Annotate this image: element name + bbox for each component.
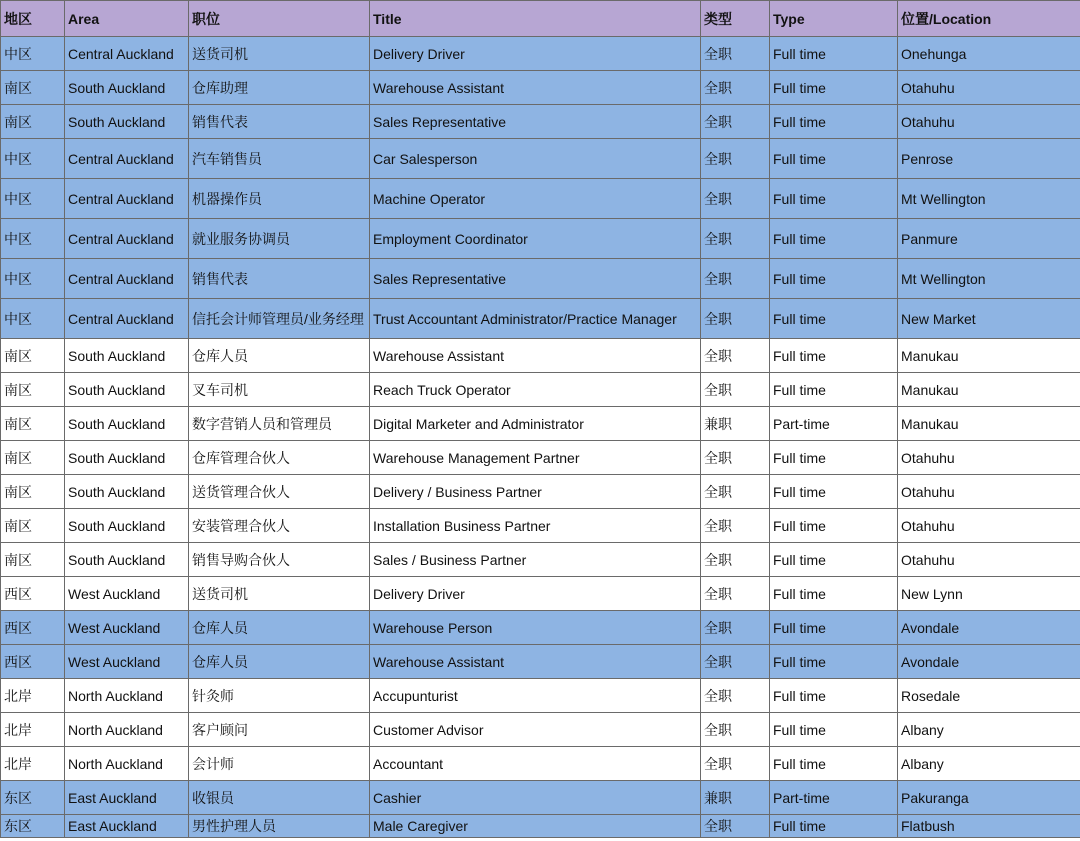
- region-zh-cell: 南区: [1, 71, 65, 105]
- title-cell: Employment Coordinator: [370, 219, 701, 259]
- location-cell: Otahuhu: [898, 71, 1080, 105]
- area-cell: Central Auckland: [65, 179, 189, 219]
- location-cell: Albany: [898, 747, 1080, 781]
- type-zh-cell: 全职: [701, 509, 770, 543]
- area-cell: South Auckland: [65, 105, 189, 139]
- type-zh-cell: 全职: [701, 339, 770, 373]
- table-row: [1, 441, 1080, 475]
- region-zh-cell: 中区: [1, 179, 65, 219]
- region-zh-cell: 西区: [1, 645, 65, 679]
- type-zh-cell: 全职: [701, 441, 770, 475]
- table-row: [1, 645, 1080, 679]
- title-cell: Delivery Driver: [370, 577, 701, 611]
- header-position-zh: 职位: [189, 1, 370, 37]
- table-row: [1, 299, 1080, 339]
- area-cell: Central Auckland: [65, 259, 189, 299]
- header-location: 位置/Location: [898, 1, 1080, 37]
- location-cell: Rosedale: [898, 679, 1080, 713]
- region-zh-cell: 西区: [1, 577, 65, 611]
- position-zh-cell: 会计师: [189, 747, 370, 781]
- type-zh-cell: 全职: [701, 179, 770, 219]
- table-row: [1, 747, 1080, 781]
- type-zh-cell: 全职: [701, 475, 770, 509]
- title-cell: Warehouse Assistant: [370, 645, 701, 679]
- type-zh-cell: 全职: [701, 299, 770, 339]
- location-cell: Otahuhu: [898, 509, 1080, 543]
- region-zh-cell: 北岸: [1, 679, 65, 713]
- region-zh-cell: 南区: [1, 475, 65, 509]
- region-zh-cell: 南区: [1, 339, 65, 373]
- position-zh-cell: 叉车司机: [189, 373, 370, 407]
- area-cell: North Auckland: [65, 747, 189, 781]
- type-zh-cell: 全职: [701, 713, 770, 747]
- header-area: Area: [65, 1, 189, 37]
- position-zh-cell: 客户顾问: [189, 713, 370, 747]
- location-cell: Mt Wellington: [898, 259, 1080, 299]
- type-zh-cell: 全职: [701, 611, 770, 645]
- type-zh-cell: 全职: [701, 577, 770, 611]
- region-zh-cell: 中区: [1, 259, 65, 299]
- type-cell: Full time: [770, 577, 898, 611]
- title-cell: Sales Representative: [370, 259, 701, 299]
- area-cell: West Auckland: [65, 645, 189, 679]
- area-cell: South Auckland: [65, 475, 189, 509]
- position-zh-cell: 安装管理合伙人: [189, 509, 370, 543]
- table-row: [1, 105, 1080, 139]
- table-row: [1, 543, 1080, 577]
- location-cell: Onehunga: [898, 37, 1080, 71]
- type-cell: Full time: [770, 713, 898, 747]
- position-zh-cell: 就业服务协调员: [189, 219, 370, 259]
- type-cell: Part-time: [770, 781, 898, 815]
- region-zh-cell: 中区: [1, 219, 65, 259]
- location-cell: Penrose: [898, 139, 1080, 179]
- table-row: [1, 509, 1080, 543]
- region-zh-cell: 南区: [1, 373, 65, 407]
- title-cell: Digital Marketer and Administrator: [370, 407, 701, 441]
- position-zh-cell: 汽车销售员: [189, 139, 370, 179]
- type-cell: Full time: [770, 219, 898, 259]
- type-zh-cell: 全职: [701, 71, 770, 105]
- type-zh-cell: 全职: [701, 373, 770, 407]
- type-zh-cell: 全职: [701, 747, 770, 781]
- title-cell: Car Salesperson: [370, 139, 701, 179]
- header-row: [1, 1, 1080, 37]
- type-cell: Full time: [770, 441, 898, 475]
- location-cell: Otahuhu: [898, 441, 1080, 475]
- position-zh-cell: 仓库人员: [189, 339, 370, 373]
- table-row: [1, 339, 1080, 373]
- title-cell: Male Caregiver: [370, 815, 701, 838]
- type-zh-cell: 全职: [701, 139, 770, 179]
- type-cell: Full time: [770, 611, 898, 645]
- title-cell: Delivery Driver: [370, 37, 701, 71]
- type-zh-cell: 全职: [701, 543, 770, 577]
- area-cell: West Auckland: [65, 611, 189, 645]
- location-cell: Avondale: [898, 611, 1080, 645]
- location-cell: Albany: [898, 713, 1080, 747]
- region-zh-cell: 中区: [1, 37, 65, 71]
- type-zh-cell: 全职: [701, 815, 770, 838]
- type-zh-cell: 全职: [701, 259, 770, 299]
- type-zh-cell: 全职: [701, 105, 770, 139]
- position-zh-cell: 仓库人员: [189, 645, 370, 679]
- type-zh-cell: 全职: [701, 219, 770, 259]
- location-cell: Manukau: [898, 339, 1080, 373]
- type-zh-cell: 兼职: [701, 407, 770, 441]
- location-cell: Manukau: [898, 373, 1080, 407]
- title-cell: Sales Representative: [370, 105, 701, 139]
- position-zh-cell: 销售代表: [189, 259, 370, 299]
- table-row: [1, 577, 1080, 611]
- table-row: [1, 219, 1080, 259]
- position-zh-cell: 销售代表: [189, 105, 370, 139]
- location-cell: Mt Wellington: [898, 179, 1080, 219]
- table-row: [1, 37, 1080, 71]
- area-cell: Central Auckland: [65, 37, 189, 71]
- area-cell: South Auckland: [65, 441, 189, 475]
- table-row: [1, 475, 1080, 509]
- region-zh-cell: 南区: [1, 441, 65, 475]
- header-type: Type: [770, 1, 898, 37]
- position-zh-cell: 仓库人员: [189, 611, 370, 645]
- type-zh-cell: 全职: [701, 645, 770, 679]
- title-cell: Accupunturist: [370, 679, 701, 713]
- title-cell: Warehouse Management Partner: [370, 441, 701, 475]
- type-cell: Full time: [770, 679, 898, 713]
- table-row: [1, 373, 1080, 407]
- region-zh-cell: 东区: [1, 781, 65, 815]
- title-cell: Warehouse Person: [370, 611, 701, 645]
- type-cell: Full time: [770, 259, 898, 299]
- type-cell: Full time: [770, 139, 898, 179]
- title-cell: Accountant: [370, 747, 701, 781]
- title-cell: Delivery / Business Partner: [370, 475, 701, 509]
- position-zh-cell: 送货管理合伙人: [189, 475, 370, 509]
- title-cell: Reach Truck Operator: [370, 373, 701, 407]
- position-zh-cell: 送货司机: [189, 577, 370, 611]
- position-zh-cell: 仓库管理合伙人: [189, 441, 370, 475]
- header-region-zh: 地区: [1, 1, 65, 37]
- table-row: [1, 611, 1080, 645]
- type-cell: Full time: [770, 509, 898, 543]
- location-cell: Otahuhu: [898, 105, 1080, 139]
- title-cell: Sales / Business Partner: [370, 543, 701, 577]
- region-zh-cell: 北岸: [1, 713, 65, 747]
- title-cell: Machine Operator: [370, 179, 701, 219]
- table-row: [1, 179, 1080, 219]
- title-cell: Customer Advisor: [370, 713, 701, 747]
- location-cell: New Market: [898, 299, 1080, 339]
- type-zh-cell: 兼职: [701, 781, 770, 815]
- title-cell: Cashier: [370, 781, 701, 815]
- region-zh-cell: 西区: [1, 611, 65, 645]
- type-cell: Full time: [770, 645, 898, 679]
- title-cell: Warehouse Assistant: [370, 71, 701, 105]
- type-cell: Full time: [770, 543, 898, 577]
- area-cell: Central Auckland: [65, 139, 189, 179]
- type-zh-cell: 全职: [701, 37, 770, 71]
- region-zh-cell: 中区: [1, 299, 65, 339]
- position-zh-cell: 机器操作员: [189, 179, 370, 219]
- title-cell: Installation Business Partner: [370, 509, 701, 543]
- type-zh-cell: 全职: [701, 679, 770, 713]
- position-zh-cell: 送货司机: [189, 37, 370, 71]
- table-row: [1, 679, 1080, 713]
- position-zh-cell: 收银员: [189, 781, 370, 815]
- location-cell: Flatbush: [898, 815, 1080, 838]
- table-row: [1, 139, 1080, 179]
- area-cell: South Auckland: [65, 373, 189, 407]
- position-zh-cell: 男性护理人员: [189, 815, 370, 838]
- table-row: [1, 815, 1080, 838]
- area-cell: Central Auckland: [65, 299, 189, 339]
- area-cell: West Auckland: [65, 577, 189, 611]
- header-type-zh: 类型: [701, 1, 770, 37]
- position-zh-cell: 销售导购合伙人: [189, 543, 370, 577]
- type-cell: Full time: [770, 179, 898, 219]
- region-zh-cell: 南区: [1, 407, 65, 441]
- region-zh-cell: 南区: [1, 543, 65, 577]
- position-zh-cell: 仓库助理: [189, 71, 370, 105]
- type-cell: Full time: [770, 299, 898, 339]
- area-cell: East Auckland: [65, 781, 189, 815]
- type-cell: Full time: [770, 373, 898, 407]
- location-cell: Pakuranga: [898, 781, 1080, 815]
- location-cell: Otahuhu: [898, 475, 1080, 509]
- type-cell: Full time: [770, 339, 898, 373]
- table-row: [1, 259, 1080, 299]
- area-cell: South Auckland: [65, 509, 189, 543]
- type-cell: Full time: [770, 71, 898, 105]
- area-cell: Central Auckland: [65, 219, 189, 259]
- header-title: Title: [370, 1, 701, 37]
- location-cell: Manukau: [898, 407, 1080, 441]
- location-cell: New Lynn: [898, 577, 1080, 611]
- location-cell: Otahuhu: [898, 543, 1080, 577]
- type-cell: Full time: [770, 37, 898, 71]
- region-zh-cell: 南区: [1, 509, 65, 543]
- table-row: [1, 781, 1080, 815]
- area-cell: South Auckland: [65, 543, 189, 577]
- type-cell: Full time: [770, 747, 898, 781]
- type-cell: Full time: [770, 475, 898, 509]
- area-cell: South Auckland: [65, 407, 189, 441]
- position-zh-cell: 信托会计师管理员/业务经理: [189, 299, 370, 339]
- table-row: [1, 713, 1080, 747]
- type-cell: Part-time: [770, 407, 898, 441]
- area-cell: North Auckland: [65, 679, 189, 713]
- area-cell: North Auckland: [65, 713, 189, 747]
- region-zh-cell: 东区: [1, 815, 65, 838]
- type-cell: Full time: [770, 105, 898, 139]
- region-zh-cell: 南区: [1, 105, 65, 139]
- region-zh-cell: 中区: [1, 139, 65, 179]
- region-zh-cell: 北岸: [1, 747, 65, 781]
- title-cell: Trust Accountant Administrator/Practice Manager: [370, 299, 701, 339]
- area-cell: South Auckland: [65, 71, 189, 105]
- area-cell: South Auckland: [65, 339, 189, 373]
- title-cell: Warehouse Assistant: [370, 339, 701, 373]
- table-row: [1, 407, 1080, 441]
- table-row: [1, 71, 1080, 105]
- position-zh-cell: 数字营销人员和管理员: [189, 407, 370, 441]
- type-cell: Full time: [770, 815, 898, 838]
- location-cell: Avondale: [898, 645, 1080, 679]
- area-cell: East Auckland: [65, 815, 189, 838]
- location-cell: Panmure: [898, 219, 1080, 259]
- position-zh-cell: 针灸师: [189, 679, 370, 713]
